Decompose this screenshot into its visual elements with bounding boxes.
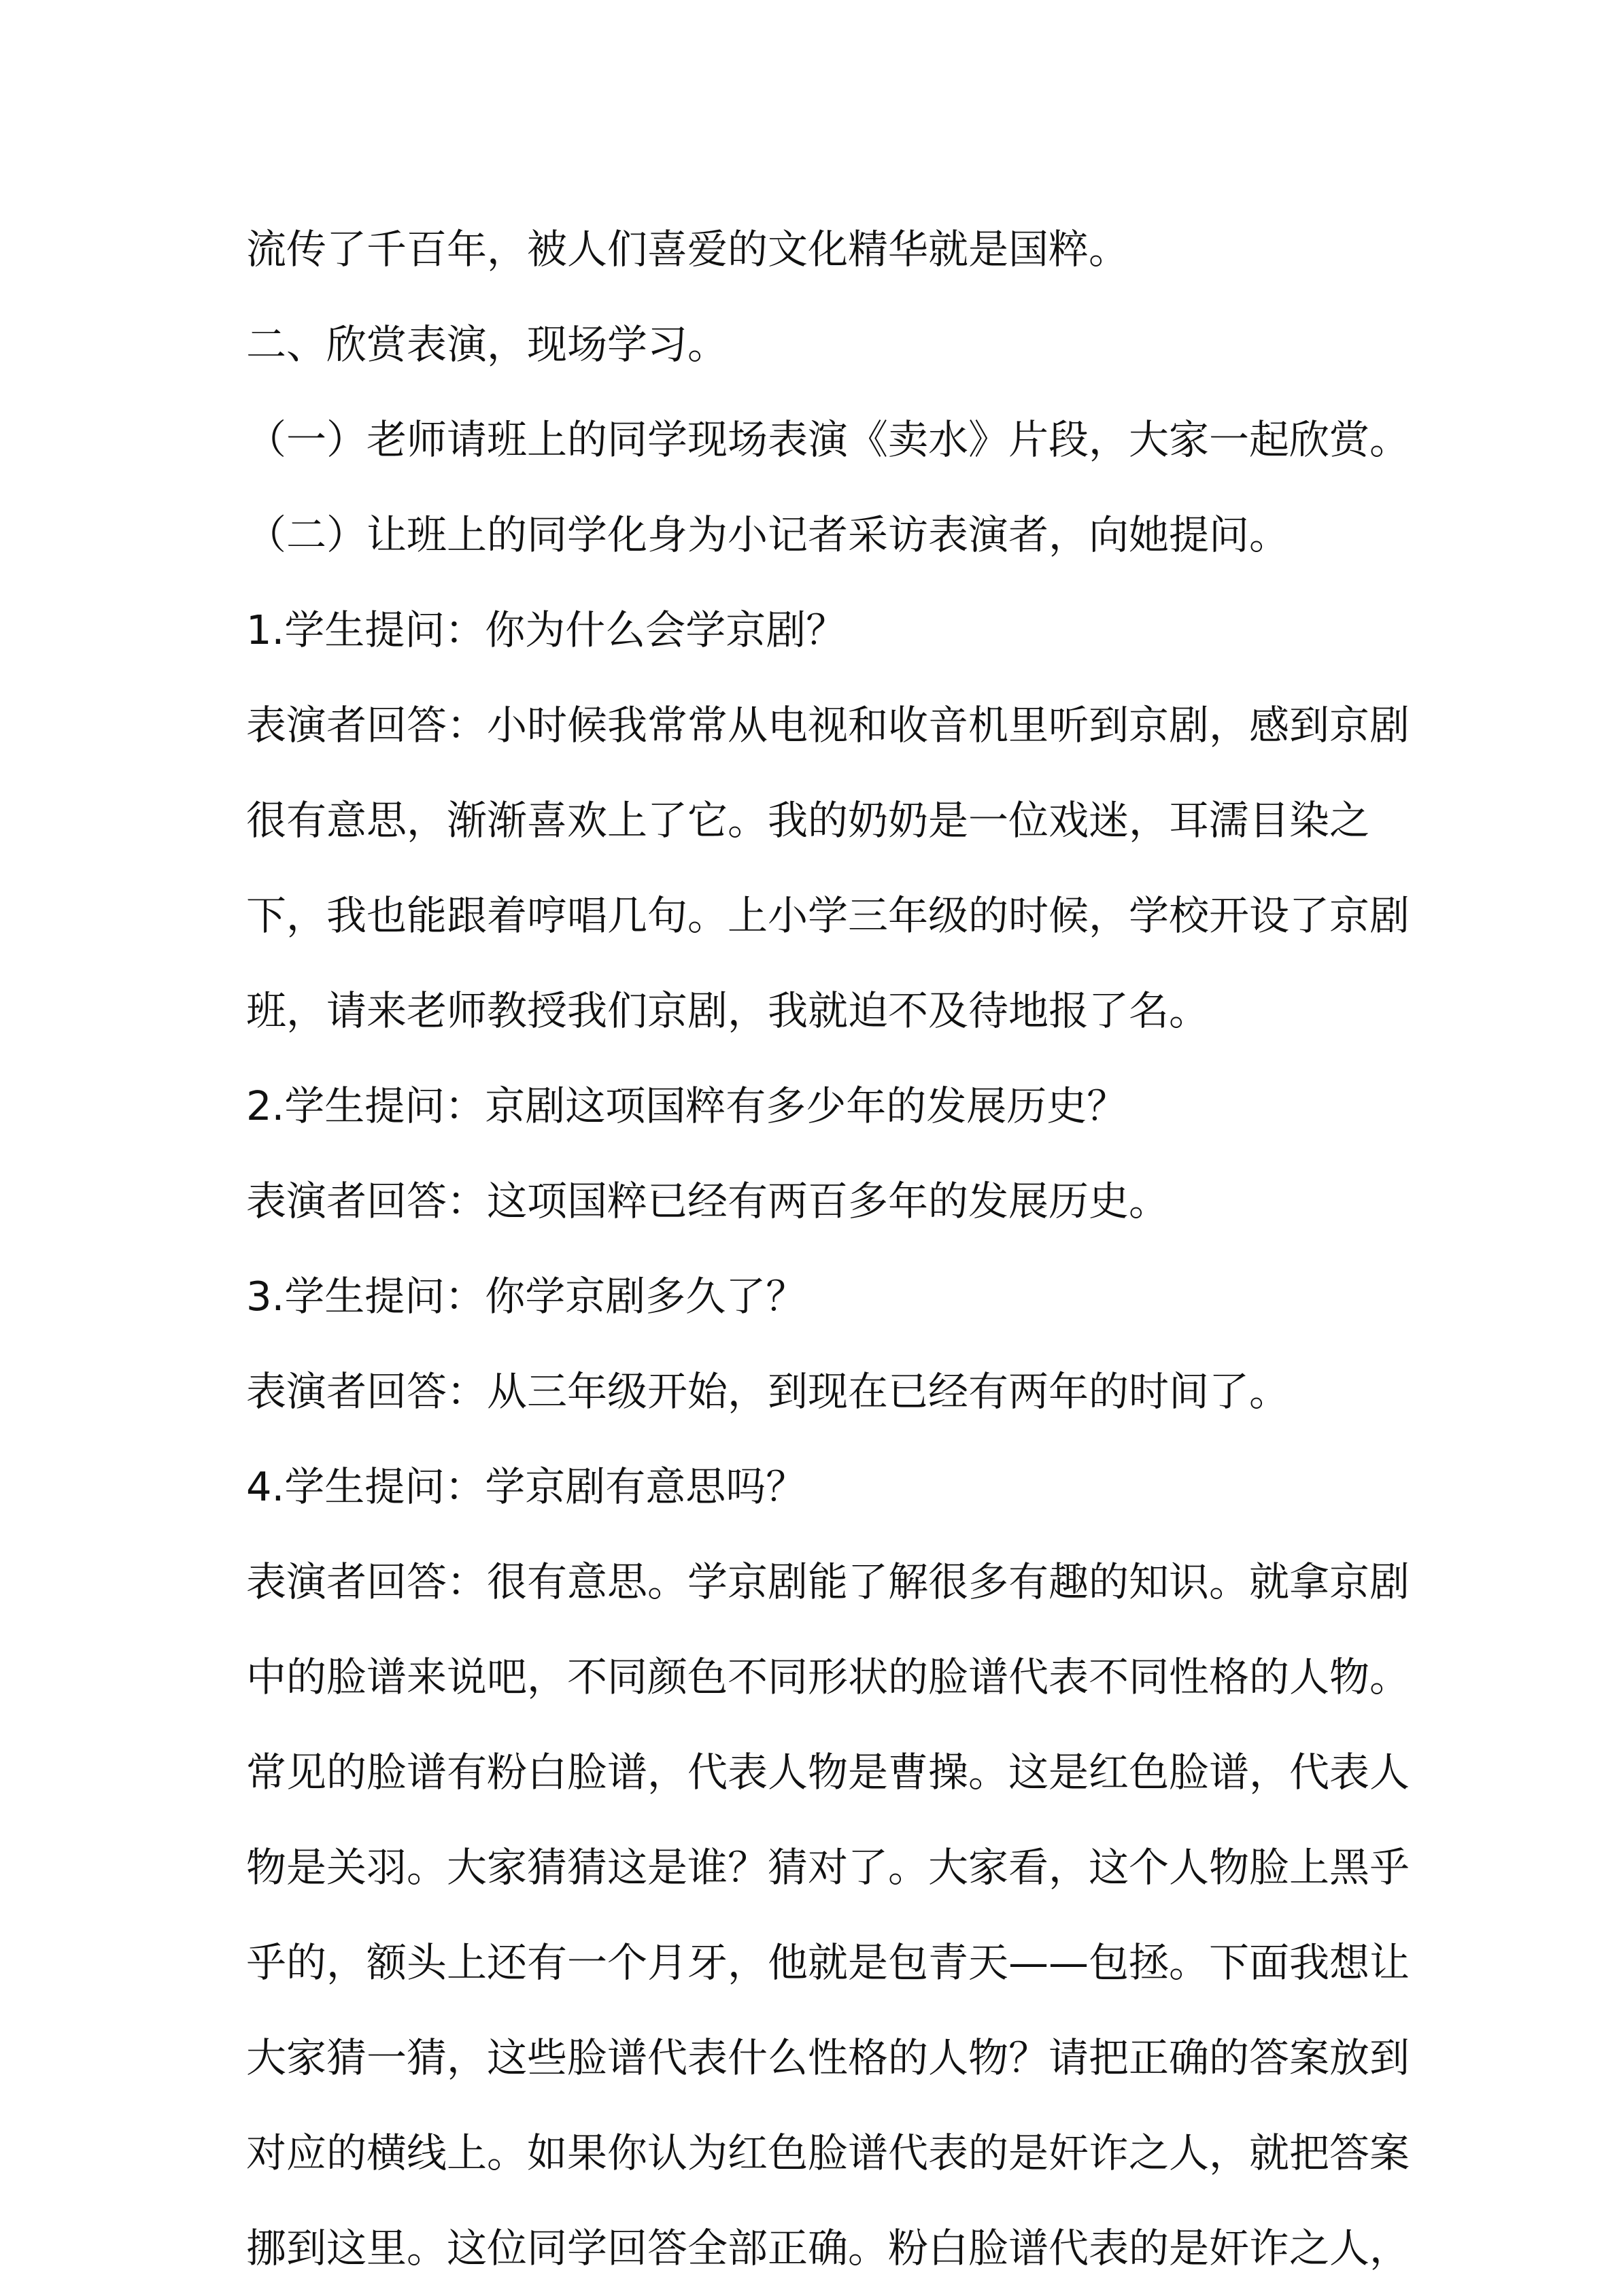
subsection-line: （二）让班上的同学化身为小记者采访表演者，向她提问。 — [246, 511, 1290, 558]
answer-line: 挪到这里。这位同学回答全部正确。粉白脸谱代表的是奸诈之人， — [246, 2225, 1410, 2272]
question-line: 4.学生提问：学京剧有意思吗？ — [246, 1463, 806, 1510]
answer-line: 班，请来老师教授我们京剧，我就迫不及待地报了名。 — [246, 987, 1210, 1034]
section-heading: 二、欣赏表演，现场学习。 — [246, 321, 728, 368]
question-line: 3.学生提问：你学京剧多久了？ — [246, 1273, 806, 1320]
answer-line: 表演者回答：这项国粹已经有两百多年的发展历史。 — [246, 1178, 1170, 1224]
answer-line: 表演者回答：很有意思。学京剧能了解很多有趣的知识。就拿京剧 — [246, 1558, 1410, 1605]
question-line: 1.学生提问：你为什么会学京剧？ — [246, 606, 847, 653]
answer-line: 表演者回答：小时候我常常从电视和收音机里听到京剧，感到京剧 — [246, 702, 1410, 749]
answer-line: 乎的，额头上还有一个月牙，他就是包青天——包拯。下面我想让 — [246, 1939, 1410, 1986]
body-text — [246, 202, 1410, 2296]
paragraph-line: 流传了千百年，被人们喜爱的文化精华就是国粹。 — [246, 226, 1129, 273]
answer-line: 表演者回答：从三年级开始，到现在已经有两年的时间了。 — [246, 1368, 1290, 1415]
answer-line: 下，我也能跟着哼唱几句。上小学三年级的时候，学校开设了京剧 — [246, 892, 1410, 939]
answer-line: 大家猜一猜，这些脸谱代表什么性格的人物？请把正确的答案放到 — [246, 2034, 1410, 2081]
subsection-line: （一）老师请班上的同学现场表演《卖水》片段，大家一起欣赏。 — [246, 416, 1410, 463]
answer-line: 对应的横线上。如果你认为红色脸谱代表的是奸诈之人，就把答案 — [246, 2129, 1410, 2176]
answer-line: 物是关羽。大家猜猜这是谁？猜对了。大家看，这个人物脸上黑乎 — [246, 1844, 1410, 1891]
answer-line: 中的脸谱来说吧，不同颜色不同形状的脸谱代表不同性格的人物。 — [246, 1654, 1410, 1700]
answer-line: 常见的脸谱有粉白脸谱，代表人物是曹操。这是红色脸谱，代表人 — [246, 1749, 1410, 1796]
question-line: 2.学生提问：京剧这项国粹有多少年的发展历史？ — [246, 1082, 1127, 1129]
answer-line: 很有意思，渐渐喜欢上了它。我的奶奶是一位戏迷，耳濡目染之 — [246, 797, 1370, 844]
